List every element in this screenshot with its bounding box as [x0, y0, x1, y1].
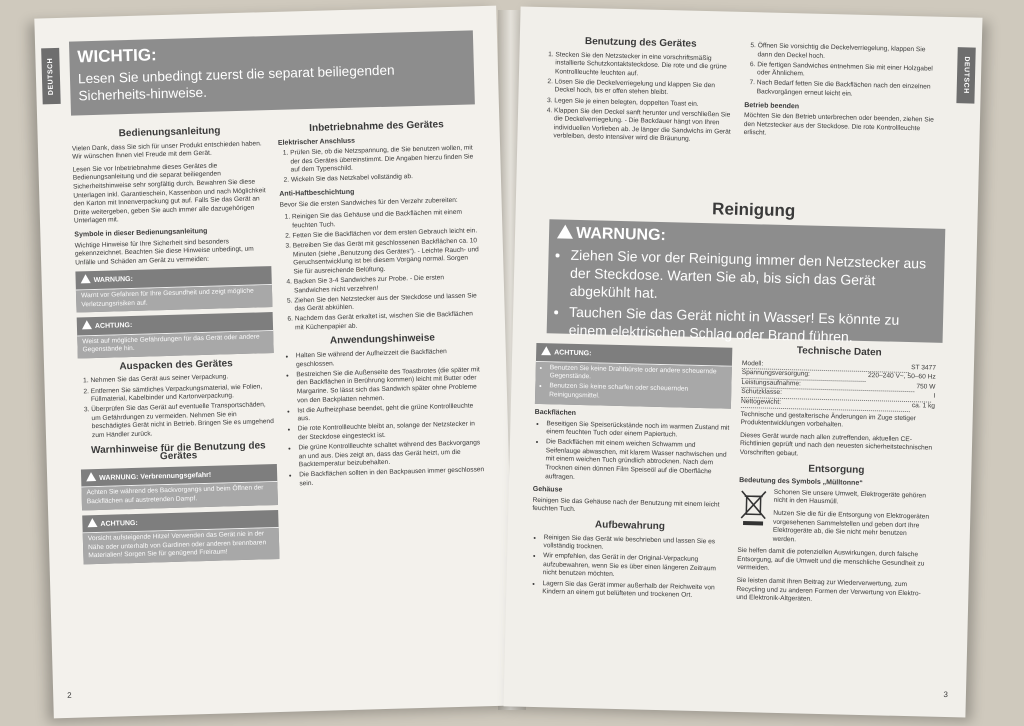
disposal-block	[737, 488, 932, 552]
spec-row: Nettogewicht: ca. 1 kg	[740, 397, 936, 410]
spec-row: Spannungsversorgung: 220–240 V~, 50–60 Hz	[741, 369, 936, 381]
subheading: Gehäuse	[532, 486, 563, 494]
left-column-1	[71, 120, 279, 569]
backplates-list	[533, 419, 730, 485]
paragraph: Möchten Sie den Betrieb unterbrechen oder beenden, ziehen Sie den Netzstecker aus der Steckdose. Die rote Kontrollleuchte erlischt.	[743, 112, 934, 137]
list-item: 5. Ziehen Sie den Netzstecker aus der Steckdose und lassen Sie das Gerät abkühlen.	[294, 292, 480, 314]
list-item: • Ziehen Sie vor der Reinigung immer den Netzstecker aus der Steckdose. Warten Sie ab, bis sich das Gerät abgekühlt hat.	[569, 246, 936, 309]
list-item: • Tauchen Sie das Gerät nicht in Wasser! Es könnte zu einem elektrischen Schlag oder Brand führen.	[569, 303, 936, 348]
paragraph: Dieses Gerät wurde nach allen zutreffenden, aktuellen CE-Richtlinien geprüft und nach den neuesten sicherheitstechnischen Vorschriften gebaut.	[739, 431, 933, 458]
paragraph: Nutzen Sie die für die Entsorgung von Elektrogeräten vorgesehenen Sammelstellen und geben dort Ihre Elektrogeräte ab, die Sie nicht mehr benutzen werden.	[772, 509, 930, 544]
warning-box: WARNUNG: Warnt vor Gefahren für Ihre Gesundheit und zeigt mögliche Verletzungsrisiken auf.	[75, 266, 272, 312]
list-item: • Beseitigen Sie Speiserückstände noch im warmen Zustand mit einem feuchten Tuch oder einem Papiertuch.	[546, 420, 730, 442]
important-heading: WICHTIG:	[77, 45, 157, 67]
list-item: 1. Nehmen Sie das Gerät aus seiner Verpackung.	[90, 372, 274, 386]
important-text: Lesen Sie unbedingt zuerst die separat beiliegenden Sicherheits-hinweise.	[77, 62, 395, 104]
subheading: Backflächen	[534, 408, 577, 417]
section-heading: Aufbewahrung	[594, 519, 666, 533]
cleaning-column	[530, 339, 732, 605]
section-heading: Auspacken des Gerätes	[119, 358, 233, 373]
paragraph: Lesen Sie vor Inbetriebnahme dieses Gerätes die Bedienungsanleitung und die separat beiliegenden Sicherheitshinweise sehr sorgfältig durch. Bewahren Sie diese Unterlagen inkl. Garantieschein, Kassenbon und nach Möglichkeit den Karton mit Innenverpackung gut auf. Falls Sie das Gerät an Dritte weitergeben, geben Sie auch immer alle dazugehörigen Unterlagen mit.	[72, 162, 266, 225]
list-item: • Die rote Kontrollleuchte bleibt an, solange der Netzstecker in der Steckdose eingesteckt ist.	[298, 421, 484, 443]
hints-list	[284, 347, 486, 489]
use-column-cont	[743, 42, 941, 147]
page-number: 3	[943, 689, 949, 700]
list-item: 7. Nach Bedarf fetten Sie die Backflächen nach den einzelnen Backvorgängen erneut leicht ein.	[756, 80, 940, 102]
section-heading: Entsorgung	[808, 463, 865, 476]
heat-caution-box: ACHTUNG: Vorsicht aufsteigende Hitze! Verwenden das Gerät nie in der Nähe oder unterhalb von Gardinen oder anderen brennbaren Materialien! Sorgen Sie für genügend Freiraum!	[82, 510, 279, 565]
caution-box: ACHTUNG: Weist auf mögliche Gefährdungen für das Gerät oder andere Gegenstände hin.	[77, 312, 274, 358]
paragraph: Wichtige Hinweise für Ihre Sicherheit sind besonders gekennzeichnet. Beachten Sie diese Hinweise unbedingt, um Unfälle und Schäden am Gerät zu vermeiden:	[74, 237, 254, 267]
list-item: • Benutzen Sie keine Drahtbürste oder andere scheuernde Gegenstände.	[549, 364, 726, 386]
coating-list	[280, 209, 481, 334]
list-item: 3. Überprüfen Sie das Gerät auf eventuelle Transportschäden, um Gefährdungen zu vermeiden. Nehmen Sie ein beschädigtes Gerät nicht in Betrieb. Bringen Sie es umgehend zum Händler zurück.	[91, 401, 276, 440]
list-item: 6. Nachdem das Gerät erkaltet ist, wischen Sie die Backflächen mit Küchenpapier ab.	[295, 311, 481, 333]
list-item: 2. Lösen Sie die Deckelverriegelung und klappen Sie den Deckel hoch, bis er offen stehen bleibt.	[554, 78, 736, 100]
crossed-bin-icon	[738, 488, 769, 529]
paragraph: Sie helfen damit die potenziellen Auswirkungen, durch falsche Entsorgung, auf die Umwelt und die menschliche Gesundheit zu vermeiden.	[736, 547, 925, 573]
subheading: Anti-Haftbeschichtung	[279, 188, 355, 198]
section-heading: Warnhinweise für die Benutzung des Gerätes	[90, 439, 266, 463]
list-item: 6. Die fertigen Sandwiches entnehmen Sie mit einer Holzgabel oder Ähnlichem.	[757, 61, 941, 83]
subheading: Symbole in dieser Bedienungsanleitung	[74, 227, 208, 239]
page-number: 2	[67, 690, 72, 700]
list-item: 3. Betreiben Sie das Gerät mit geschlossenen Backflächen ca. 10 Minuten (siehe „Benutzung des Gerätes“). - Leichte Rauch- und Geruchsentwicklung ist bei diesem Vorgang normal. Sorgen Sie für ausreichende Belüftung.	[293, 237, 480, 277]
spec-row: Leistungsaufnahme: 750 W	[741, 379, 935, 393]
use-list	[541, 51, 737, 146]
warning-triangle-icon	[87, 518, 97, 527]
warning-triangle-icon	[80, 274, 90, 283]
cleaning-warning-banner: WARNUNG: • Ziehen Sie vor der Reinigung immer den Netzstecker aus der Steckdose. Warten Sie ab, bis sich das Gerät abgekühlt hat. • Tauchen Sie das Gerät nicht in Wasser! Es könnte zu einem elektrischen Schlag oder Brand führen.	[547, 219, 946, 343]
important-banner	[69, 30, 475, 115]
left-column-2	[277, 114, 485, 493]
list-item: 4. Backen Sie 3-4 Sandwiches zur Probe. - Die ersten Sandwiches nicht verzehren!	[294, 273, 480, 295]
list-item: • Lagern Sie das Gerät immer außerhalb der Reichweite von Kindern an einem gut belüfteten und trockenen Ort.	[542, 580, 726, 602]
electrical-list	[278, 144, 477, 185]
paragraph: Sie leisten damit Ihren Beitrag zur Wiederverwertung, zum Recycling und zu anderen Formen der Verwertung von Elektro- und Elektronik-Altgeräten.	[736, 576, 921, 604]
use-list-cont	[744, 42, 941, 101]
left-page	[34, 6, 515, 719]
list-item: 1. Reinigen Sie das Gehäuse und die Backflächen mit einem feuchten Tuch.	[292, 209, 478, 231]
warning-triangle-icon	[541, 346, 551, 355]
list-item: • Ist die Aufheizphase beendet, geht die grüne Kontrollleuchte aus.	[297, 402, 483, 424]
list-item: 4. Klappen Sie den Deckel sanft herunter und verschließen Sie die Deckelverriegelung. - Die Backdauer hängt von Ihren individuellen Vorlieben ab. Je länger die Sandwichs im Gerät verbleiben, desto intensiver wird die Bräunung.	[553, 107, 736, 146]
language-tab: DEUTSCH	[956, 47, 975, 103]
paragraph: Technische und gestalterische Änderungen im Zuge stetiger Produktentwicklungen vorbehalten.	[740, 410, 916, 429]
paragraph: Schonen Sie unsere Umwelt, Elektrogeräte gehören nicht in den Hausmüll.	[773, 488, 926, 506]
spec-row: Schutzklasse: I	[741, 388, 935, 402]
section-heading: Bedienungsanleitung	[118, 125, 221, 140]
storage-list	[530, 533, 727, 601]
section-heading: Inbetriebnahme des Gerätes	[309, 119, 444, 134]
list-item: • Benutzen Sie keine scharfen oder scheuernden Reinigungsmittel.	[549, 383, 726, 405]
paragraph: Bevor Sie die ersten Sandwiches für den Verzehr zubereiten:	[279, 196, 458, 209]
list-item: • Die Backflächen sollten in den Backpausen immer geschlossen sein.	[299, 466, 485, 488]
burn-warning-box: WARNUNG: Verbrennungsgefahr! Achten Sie während des Backvorgangs und beim Öffnen der Backflächen auf austretenden Dampf.	[81, 464, 278, 510]
unpack-list	[78, 372, 276, 441]
section-heading: Benutzung des Gerätes	[584, 36, 697, 50]
subheading: Bedeutung des Symbols „Mülltonne“	[739, 477, 863, 488]
section-heading: Anwendungshinweise	[329, 332, 436, 347]
list-item: 1. Stecken Sie den Netzstecker in eine vorschriftsmäßig installierte Schutzkontaktsteckdose. Die rote und die grüne Kontrollleuchte leuchten auf.	[555, 51, 738, 81]
warning-triangle-icon	[82, 320, 92, 329]
warning-triangle-icon	[86, 472, 96, 481]
cleaning-warning-list	[555, 245, 937, 347]
paragraph: Reinigen Sie das Gehäuse nach der Benutzung mit einem leicht feuchten Tuch.	[532, 496, 720, 514]
list-item: • Die Backflächen mit einem weichen Schwamm und Seifenlauge abwaschen, mit klarem Wasser nachwischen und mit einem weichen Tuch gründlich abtrocknen. Nach dem Trocknen einen dünnen Film Speiseöl auf die Oberfläche auftragen.	[545, 438, 730, 485]
section-heading: Technische Daten	[796, 345, 882, 359]
paragraph: Vielen Dank, dass Sie sich für unser Produkt entschieden haben. Wir wünschen Ihnen viel Freude mit dem Gerät.	[71, 139, 262, 161]
spec-row: Modell: ST 3477	[741, 359, 937, 372]
list-item: • Die grüne Kontrollleuchte schaltet während des Backvorgangs an und aus. Dies zeigt an, dass das Gerät heizt, um die Backtemperatur beizubehalten.	[298, 439, 485, 470]
list-item: 3. Legen Sie je einen belegten, doppelten Toast ein.	[554, 97, 736, 110]
cleaning-heading: Reinigung	[711, 199, 796, 221]
list-item: 2. Fetten Sie die Backflächen vor dem ersten Gebrauch leicht ein.	[292, 227, 478, 241]
list-item: • Halten Sie während der Aufheizzeit die Backflächen geschlossen.	[296, 347, 482, 369]
list-item: • Bestreichen Sie die Außenseite des Toastbrotes (die später mit den Backflächen in Berührung kommen) leicht mit Butter oder Margarine. So lässt sich das Sandwich später ohne Probleme von den Backplatten nehmen.	[296, 366, 483, 406]
list-item: • Wir empfehlen, das Gerät in der Original-Verpackung aufzubewahren, wenn Sie es über einen längeren Zeitraum nicht benutzen möchten.	[543, 552, 728, 582]
language-tab: DEUTSCH	[41, 48, 61, 104]
list-item: 2. Entfernen Sie sämtliches Verpackungsmaterial, wie Folien, Füllmaterial, Kabelbinder und Kartonverpackung.	[91, 383, 275, 405]
list-item: • Reinigen Sie das Gerät wie beschrieben und lassen Sie es vollständig trocknen.	[543, 534, 727, 556]
list-item: 1. Prüfen Sie, ob die Netzspannung, die Sie benutzen wollen, mit der des Gerätes übereinstimmt. Die Angaben hierzu finden Sie auf dem Typenschild.	[290, 144, 477, 175]
list-item: 5. Öffnen Sie vorsichtig die Deckelverriegelung, klappen Sie dann den Deckel hoch.	[757, 42, 941, 64]
tech-column	[736, 344, 936, 612]
list-item: 2. Wickeln Sie das Netzkabel vollständig ab.	[291, 172, 477, 186]
right-page	[504, 6, 983, 717]
warning-triangle-icon	[557, 224, 573, 238]
subheading: Elektrischer Anschluss	[277, 137, 356, 147]
cleaning-caution-box: ACHTUNG: • Benutzen Sie keine Drahtbürste oder andere scheuernde Gegenstände. • Benutzen Sie keine scharfen oder scheuernden Reinigungsmittel.	[535, 343, 732, 409]
use-column	[541, 37, 738, 150]
subheading: Betrieb beenden	[744, 101, 800, 110]
